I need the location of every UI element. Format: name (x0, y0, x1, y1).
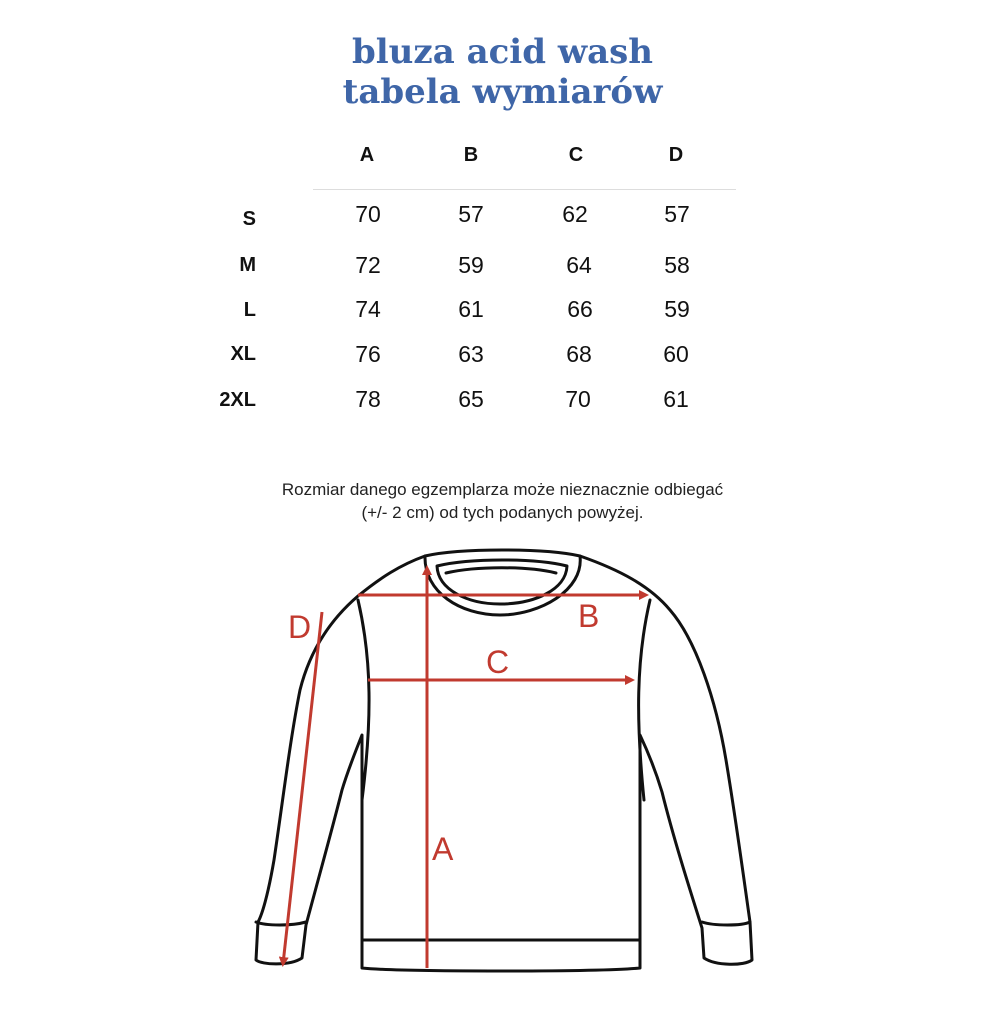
table-cell: 64 (566, 252, 592, 278)
table-cell: 62 (562, 201, 588, 227)
table-cell: 58 (664, 252, 690, 278)
page-title: bluza acid wash (351, 32, 653, 72)
arrow-d (283, 612, 322, 964)
label-d: D (288, 609, 312, 645)
table-cell: 76 (355, 341, 381, 367)
table-cell: 57 (664, 201, 690, 227)
tolerance-note: Rozmiar danego egzemplarza może nieznacznie odbiegać (281, 480, 724, 499)
row-size-label: XL (230, 343, 256, 365)
table-cell: 61 (458, 296, 484, 322)
table-cell: 72 (355, 252, 381, 278)
table-cell: 74 (355, 296, 381, 322)
column-header-b: B (463, 144, 479, 166)
tolerance-note-line2: (+/- 2 cm) od tych podanych powyżej. (361, 503, 644, 522)
table-cell: 63 (458, 341, 484, 367)
label-c: C (486, 644, 510, 680)
table-cell: 61 (663, 386, 689, 412)
column-header-c: C (568, 144, 584, 166)
sweatshirt-outline-icon (256, 550, 752, 971)
table-cell: 70 (565, 386, 591, 412)
table-cell: 70 (355, 201, 381, 227)
table-cell: 65 (458, 386, 484, 412)
table-cell: 68 (566, 341, 592, 367)
table-cell: 59 (458, 252, 484, 278)
column-header-d: D (668, 144, 684, 166)
label-b: B (578, 598, 600, 634)
column-header-a: A (359, 144, 375, 166)
page-subtitle: tabela wymiarów (342, 72, 663, 112)
table-cell: 59 (664, 296, 690, 322)
row-size-label: 2XL (219, 389, 256, 411)
row-size-label: M (239, 254, 256, 276)
table-cell: 78 (355, 386, 381, 412)
label-a: A (432, 831, 454, 867)
row-size-label: S (242, 208, 256, 230)
table-cell: 66 (567, 296, 593, 322)
row-size-label: L (243, 299, 256, 321)
table-cell: 57 (458, 201, 484, 227)
table-cell: 60 (663, 341, 689, 367)
